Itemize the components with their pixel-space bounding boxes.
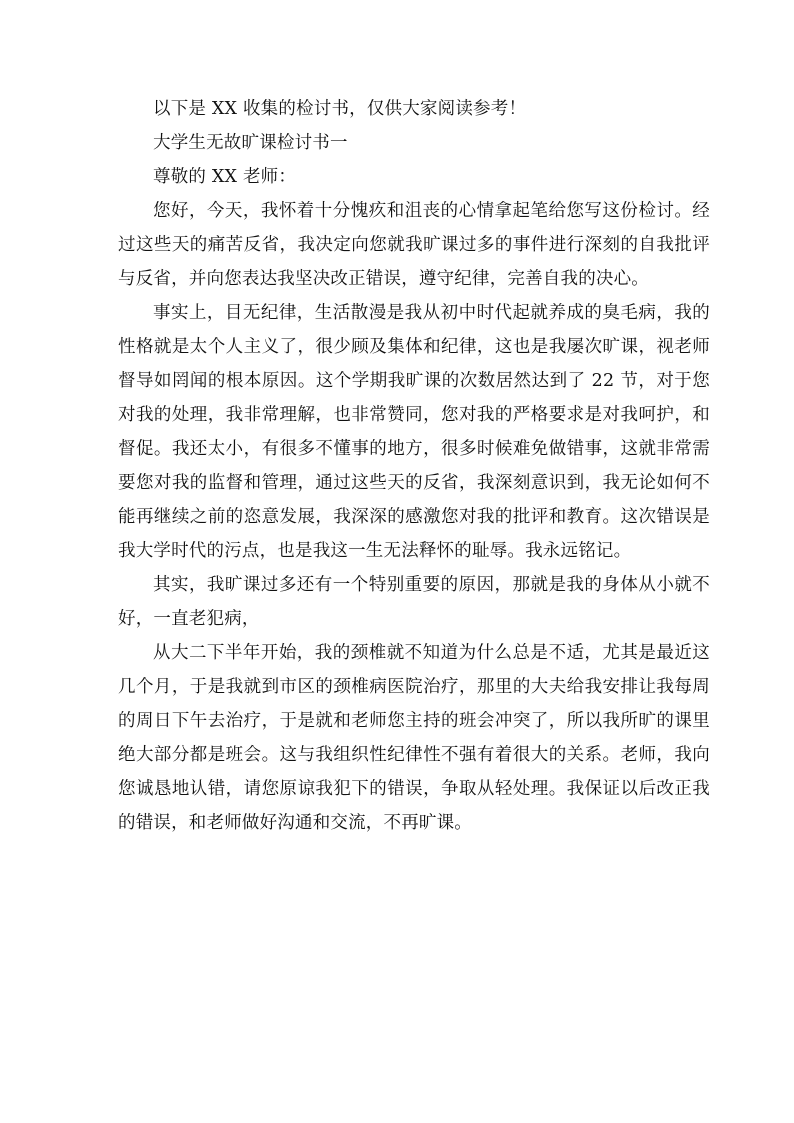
paragraph-greeting: 您好，今天，我怀着十分愧疚和沮丧的心情拿起笔给您写这份检讨。经过这些天的痛苦反省，我决定向您就我旷课过多的事件进行深刻的自我批评与反省，并向您表达我坚决改正错误，遵守纪律，完善自我的决心。 (118, 201, 710, 289)
salutation: 尊敬的 XX 老师： (153, 167, 297, 187)
paragraph-treatment-and-pledge: 从大二下半年开始，我的颈椎就不知道为什么总是不适，尤其是最近这几个月，于是我就到市区的颈椎病医院治疗，那里的大夫给我安排让我每周的周日下午去治疗，于是就和老师您主持的班会冲突了，所以我所旷的课里绝大部分都是班会。这与我组织性纪律性不强有着很大的关系。老师，我向您诚恳地认错，请您原谅我犯下的错误，争取从轻处理。我保证以后改正我的错误，和老师做好沟通和交流，不再旷课。 (118, 643, 710, 833)
paragraph-self-criticism: 事实上，目无纪律，生活散漫是我从初中时代起就养成的臭毛病，我的性格就是太个人主义了，很少顾及集体和纪律，这也是我屡次旷课，视老师督导如罔闻的根本原因。这个学期我旷课的次数居然达到了 22 节，对于您对我的处理，我非常理解，也非常赞同，您对我的严格要求是对我呵护，和督促。我还太小，有很多不懂事的地方，很多时候难免做错事，这就非常需要您对我的监督和管理，通过这些天的反省，我深刻意识到，我无论如何不能再继续之前的恣意发展，我深深的感激您对我的批评和教育。这次错误是我大学时代的污点，也是我这一生无法释怀的耻辱。我永远铭记。 (118, 303, 710, 561)
intro-line: 以下是 XX 收集的检讨书，仅供大家阅读参考！ (153, 99, 527, 119)
document-title: 大学生无故旷课检讨书一 (153, 133, 348, 153)
paragraph-health-reason: 其实，我旷课过多还有一个特别重要的原因，那就是我的身体从小就不好，一直老犯病， (118, 575, 710, 629)
document-body (118, 92, 710, 840)
